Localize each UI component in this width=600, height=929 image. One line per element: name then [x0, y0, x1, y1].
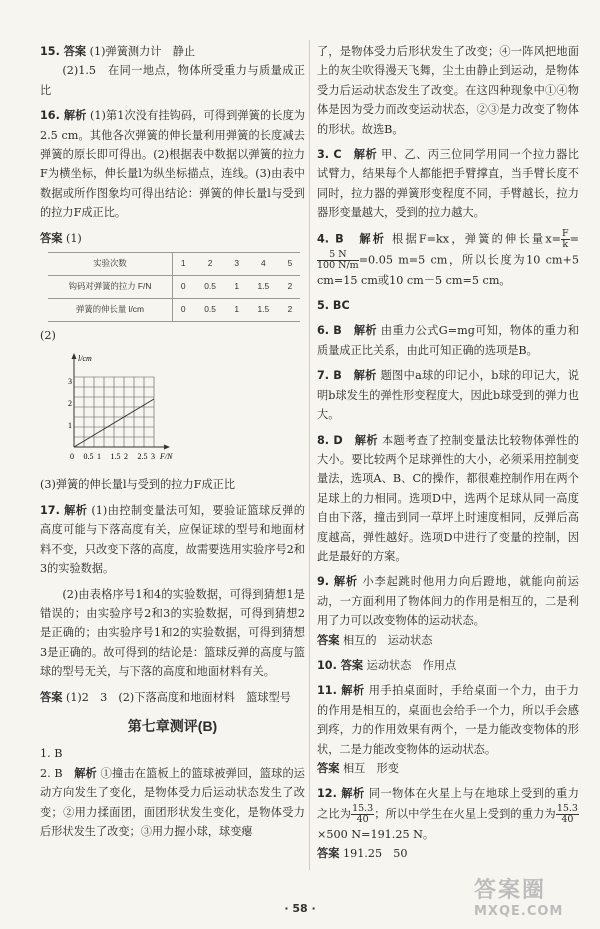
force-extension-graph — [54, 349, 234, 469]
chapter-title: 第七章测评(B) — [127, 717, 218, 734]
c4-analysis: 4. B 解析 根据F=kx，弹簧的伸长量x= $\frac{F}{k}$ = $\frac{5 N}{100 N/m}$ =0.05 m=5 cm，所以长度为10 cm+5 cm=15 cm或10 cm－5 cm=5 cm。 — [317, 227, 579, 287]
experiment-table — [48, 252, 300, 322]
c2-analysis-continued: 了，是物体受力后形状发生了改变；④一阵风把地面上的灰尘吹得漫天飞舞，尘土由静止到运动，是物体受力后运动状态发生了改变。在这四种现象中①④物体是因为受力而改变运动状态，②③是力改变了物体的形状。故选B。 — [317, 45, 579, 136]
graph-svg — [54, 349, 234, 469]
c8-analysis: 8. D 解析 本题考查了控制变量法比较物体弹性的大小。要比较两个足球弹性的大小，必须采用控制变量法，选项A、B、C的操作，都很难控制作用在两个足球上的力相同。选项D中，选两个足球从同一高度自由下落，撞击到同一草坪上时速度相同，反弹后高度越高，弹性越好。选项D中进行了变量的控制，因此是最好的方案。 — [317, 433, 579, 563]
fraction: $\frac{15.3}{40}$ — [352, 802, 374, 825]
x-axis-label: F/N — [160, 452, 173, 462]
x-tick-label: 1.5 — [110, 452, 121, 462]
c12-answer: 答案 191.25 50 — [317, 847, 408, 861]
table-cell: 1 — [227, 299, 247, 322]
c11-analysis: 11. 解析 用手拍桌面时，手给桌面一个力，由于力的作用是相互的，桌面也会给手一个力，所以手会感到疼，力的作用效果有两个，一是力能改变物体的形状，二是力能改变物体的运动状态。 — [317, 684, 579, 756]
q15-answer-b: (2)1.5 在同一地点，物体所受重力与质量成正比 — [40, 64, 305, 97]
table-cell: 钩码对弹簧的拉力 F/N — [48, 276, 173, 299]
c9-answer: 答案 相互的 运动状态 — [317, 633, 433, 647]
y-axis-label: l/cm — [78, 354, 92, 364]
q16-analysis: 16. 解析 (1)第1次没有挂钩码，可得到弹簧的长度为2.5 cm。其他各次弹簧的伸长量利用弹簧的长度减去弹簧的原长即可得出。(2)根据表中数据以弹簧的拉力F为横坐标，伸长量l为纵坐标描点，连线。(3)由表中数据或所作图象均可得出结论：弹簧的伸长量l与受到的拉力F成正比。 — [40, 109, 305, 220]
column-divider — [309, 40, 310, 870]
page-number: · 58 · — [284, 902, 316, 915]
table-row — [48, 299, 300, 322]
c7-analysis: 7. B 解析 题图中a球的印记小，b球的印记大，说明b球发生的弹性形变程度大，因此b球受到的弹力也大。 — [317, 369, 579, 422]
table-cell: 3 — [227, 253, 247, 276]
x-axis-arrow-icon — [164, 445, 170, 450]
table-row — [48, 276, 300, 299]
x-tick-label: 2.5 — [137, 452, 148, 462]
y-tick-label: 2 — [68, 399, 72, 409]
fraction: $\frac{F}{k}$ — [562, 227, 569, 250]
c3-analysis: 3. C 解析 甲、乙、丙三位同学用同一个拉力器比试臂力，结果每个人都能把手臂撑直，当手臂长度不同时，拉力器的弹簧形变程度不同，手臂越长，拉力器形变量越大，受到的拉力越大。 — [317, 148, 579, 220]
table-cell: 0.5 — [194, 276, 227, 299]
c11-answer: 答案 相互 形变 — [317, 762, 399, 775]
q17-analysis-1: 17. 解析 (1)由控制变量法可知，要验证篮球反弹的高度可能与下落高度有关，应保证球的型号和地面材料不变，只改变下落的高度，故需要选用实验序号2和3的实验数据。 — [40, 503, 305, 576]
q16-answer-2: (2) — [40, 329, 56, 343]
graph-grid — [74, 377, 154, 447]
x-tick-label: 0 — [70, 452, 74, 462]
table-cell: 0 — [173, 276, 194, 299]
x-tick-label: 1 — [97, 452, 101, 462]
watermark-text: 答案圈 — [474, 878, 547, 903]
y-tick-label: 1 — [68, 421, 72, 431]
q17-answer: 答案 (1)2 3 (2)下落高度和地面材料 篮球型号 — [40, 690, 291, 704]
c2-analysis: 2. B 解析 ①撞击在篮板上的篮球被弹回，篮球的运动方向发生了变化，是物体受力后运动状态发生了改变；②用力揉面团，面团形状发生变化，是物体受力后形状发生了改变；③用力握小球，球变瘪 — [40, 766, 305, 838]
table-cell: 弹簧的伸长量 l/cm — [48, 299, 173, 322]
watermark — [474, 873, 584, 923]
x-tick-label: 3 — [151, 452, 155, 462]
y-axis-arrow-icon — [72, 353, 77, 359]
q15-answer-a: 15. 答案 (1)弹簧测力计 静止 — [40, 45, 196, 58]
c9-analysis: 9. 解析 小李起跳时他用力向后蹬地，就能向前运动，一方面利用了物体间力的作用是相互的，二是利用了力可以改变物体的运动状态。 — [317, 575, 579, 628]
y-tick-label: 3 — [68, 377, 72, 387]
fraction: $\frac{5 N}{100 N/m}$ — [317, 248, 359, 271]
c10-answer: 10. 答案 运动状态 作用点 — [317, 658, 457, 672]
x-tick-labels — [70, 452, 155, 461]
fraction: $\frac{15.3}{40}$ — [556, 802, 578, 825]
watermark-url: MXQE.COM — [474, 904, 564, 919]
table-cell: 0 — [173, 299, 194, 322]
table-cell: 实验次数 — [48, 253, 173, 276]
table-cell: 2 — [194, 253, 227, 276]
x-tick-label: 2 — [124, 452, 128, 462]
c5-answer: 5. BC — [317, 299, 350, 313]
c6-analysis: 6. B 解析 由重力公式G=mg可知，物体的重力和质量成正比关系，由此可知正确的选项是B。 — [317, 324, 579, 357]
table-cell: 4 — [247, 253, 280, 276]
table-cell: 2 — [280, 299, 300, 322]
table-cell: 0.5 — [194, 299, 227, 322]
x-tick-label: 0.5 — [83, 452, 94, 462]
table-cell: 1 — [227, 276, 247, 299]
q16-answer-3: (3)弹簧的伸长量l与受到的拉力F成正比 — [40, 478, 236, 492]
table-cell: 1.5 — [247, 276, 280, 299]
q17-analysis-2: (2)由表格序号1和4的实验数据，可得到猜想1是错误的；由实验序号2和3的实验数据，可得到猜想2是正确的；由实验序号1和2的实验数据，可得到猜想3是正确的。故可得到的结论是：篮球反弹的高度与篮球的型号无关，与下落的高度和地面材料有关。 — [40, 587, 305, 679]
table-cell: 5 — [280, 253, 300, 276]
right-column — [317, 42, 579, 864]
table-cell: 2 — [280, 276, 300, 299]
c1-answer: 1. B — [40, 747, 63, 761]
table-cell: 1 — [173, 253, 194, 276]
y-tick-labels — [68, 377, 72, 430]
table-header-row — [48, 253, 300, 276]
q16-answer-1: 答案 (1) — [40, 231, 82, 245]
table-cell: 1.5 — [247, 299, 280, 322]
left-column — [40, 42, 305, 841]
c12-analysis: 12. 解析 同一物体在火星上与在地球上受到的重力之比为 $\frac{15.3}{40}$ ；所以中学生在火星上受到的重力为 $\frac{15.3}{40}$ ×500 N=191.25 N。 — [317, 787, 579, 841]
